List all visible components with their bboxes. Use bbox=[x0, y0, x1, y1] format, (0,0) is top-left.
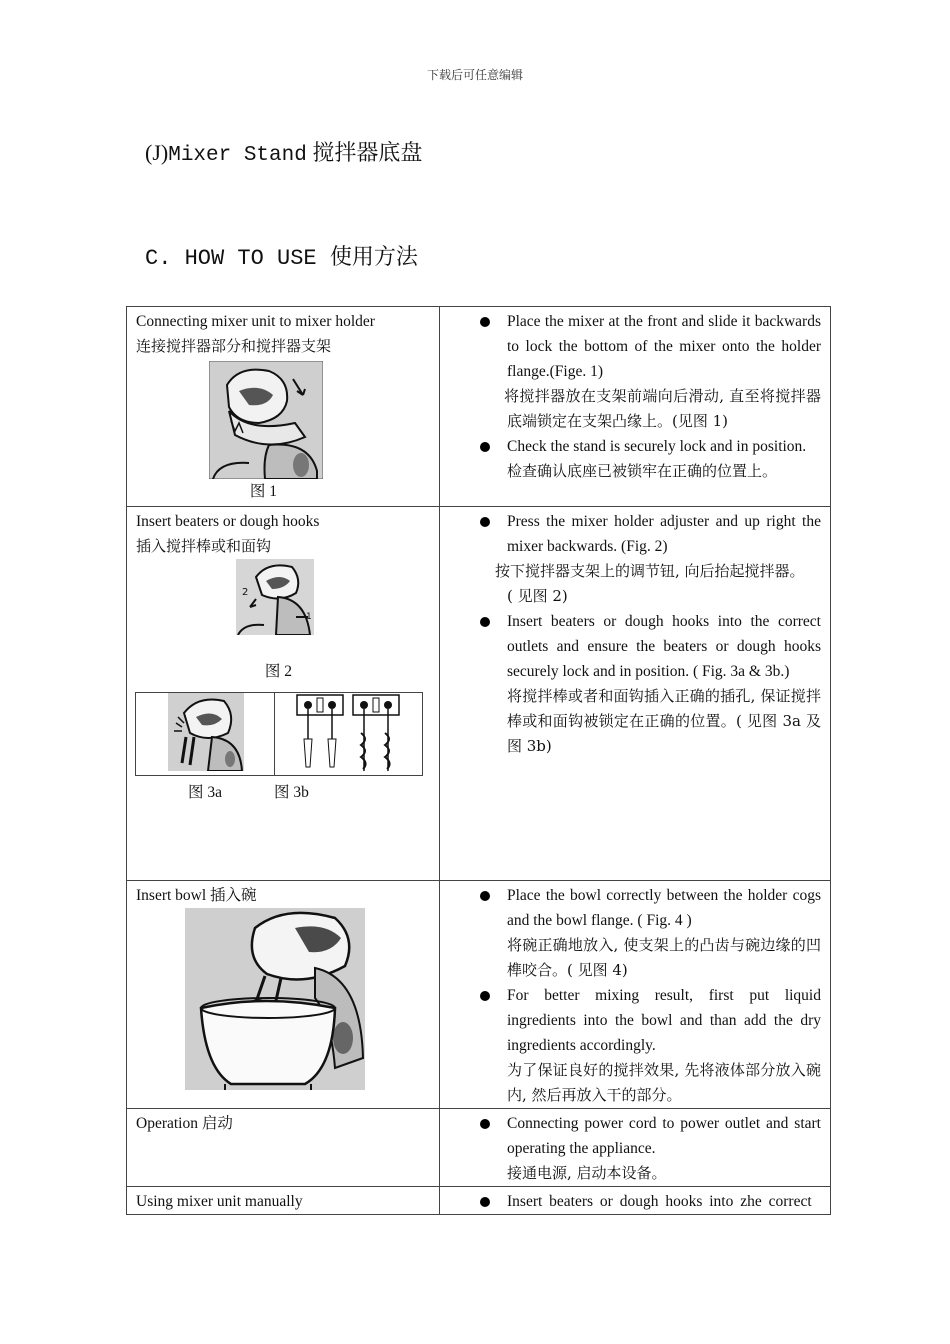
row4-bullet-1-cn: 接通电源, 启动本设备。 bbox=[507, 1164, 667, 1182]
row4-bullet-1: Connecting power cord to power outlet and start operating the appliance. bbox=[452, 1111, 821, 1161]
row3-bullet-2-cn: 为了保证良好的搅拌效果, 先将液体部分放入碗内, 然后再放入干的部分。 bbox=[507, 1061, 821, 1104]
section-j-cn: 搅拌器底盘 bbox=[312, 141, 423, 166]
row1-bullet-2-cn: 检查确认底座已被锁牢在正确的位置上。 bbox=[507, 462, 778, 480]
figure-2-image bbox=[236, 559, 314, 635]
row1-right bbox=[440, 307, 831, 507]
figure-3-frame bbox=[135, 692, 423, 776]
row3-title: Insert bowl 插入碗 bbox=[136, 887, 257, 904]
svg-text:1: 1 bbox=[306, 612, 312, 622]
row3-bullet-2: For better mixing result, first put liquid ingredients into the bowl and than add the dry ingredients accordingly. bbox=[452, 983, 821, 1058]
row1-bullet-2: Check the stand is securely lock and in position. bbox=[452, 434, 821, 459]
figure-3a-image bbox=[168, 693, 244, 771]
row4-right bbox=[440, 1109, 831, 1187]
instructions-table bbox=[126, 306, 831, 1215]
row2-bullet-2-cn: 将搅拌棒或者和面钩插入正确的插孔, 保证搅拌棒或和面钩被锁定在正确的位置。( 见图 3a 及图 3b) bbox=[507, 687, 821, 755]
row2-bullet-1: Press the mixer holder adjuster and up right the mixer backwards. (Fig. 2) bbox=[452, 509, 821, 559]
row3-bullet-1: Place the bowl correctly between the holder cogs and the bowl flange. ( Fig. 4 ) bbox=[452, 883, 821, 933]
section-j-heading bbox=[145, 136, 422, 167]
section-c-cn: 使用方法 bbox=[329, 245, 418, 270]
row1-title: Connecting mixer unit to mixer holder bbox=[136, 313, 375, 330]
figure-3b-cell bbox=[275, 693, 423, 776]
section-c-heading bbox=[145, 240, 418, 271]
table-row bbox=[127, 881, 831, 1109]
figure-1-image bbox=[209, 361, 323, 479]
section-c-title: C. HOW TO USE bbox=[145, 246, 317, 271]
row4-left bbox=[127, 1109, 440, 1187]
row2-bullet-2: Insert beaters or dough hooks into the correct outlets and ensure the beaters or dough hooks securely lock and in position. ( Fig. 3a & 3b.) bbox=[452, 609, 821, 684]
figure-3b-caption: 图 3b bbox=[274, 784, 309, 801]
row5-title: Using mixer unit manually bbox=[136, 1193, 303, 1210]
row5-right bbox=[440, 1187, 831, 1215]
table-row bbox=[127, 1187, 831, 1215]
row3-right bbox=[440, 881, 831, 1109]
row1-bullet-1: Place the mixer at the front and slide it backwards to lock the bottom of the mixer onto the holder flange.(Fige. 1) bbox=[452, 309, 821, 384]
row1-left bbox=[127, 307, 440, 507]
row3-left bbox=[127, 881, 440, 1109]
figure-4-image bbox=[185, 908, 365, 1090]
figure-3a-cell bbox=[136, 693, 275, 776]
section-j-title: Mixer Stand bbox=[168, 144, 307, 167]
row2-left bbox=[127, 507, 440, 881]
row5-bullet-1: Insert beaters or dough hooks into zhe correct bbox=[452, 1189, 821, 1214]
figure-2-caption: 图 2 bbox=[264, 663, 293, 680]
row5-left bbox=[127, 1187, 440, 1215]
row3-bullet-1-cn: 将碗正确地放入, 使支架上的凸齿与碗边缘的凹榫咬合。( 见图 4) bbox=[507, 936, 821, 979]
row2-right bbox=[440, 507, 831, 881]
row1-bullet-1-cn: 将搅拌器放在支架前端向后滑动, 直至将搅拌器底端锁定在支架凸缘上。(见图 1) bbox=[504, 387, 821, 430]
section-j-prefix: (J) bbox=[145, 140, 169, 165]
figure-3b-image bbox=[295, 693, 405, 773]
table-row bbox=[127, 507, 831, 881]
row2-bullet-1-cn2: ( 见图 2) bbox=[507, 587, 568, 605]
figure-3-captions bbox=[136, 780, 431, 805]
row4-title: Operation 启动 bbox=[136, 1115, 233, 1132]
row1-title-cn: 连接搅拌器部分和搅拌器支架 bbox=[136, 337, 332, 355]
table-row bbox=[127, 307, 831, 507]
svg-text:2: 2 bbox=[242, 587, 249, 598]
row2-title: Insert beaters or dough hooks bbox=[136, 513, 320, 530]
page-header: 下载后可任意编辑 bbox=[426, 68, 523, 82]
row2-bullet-1-cn: 按下搅拌器支架上的调节钮, 向后抬起搅拌器。 bbox=[495, 562, 805, 580]
table-row bbox=[127, 1109, 831, 1187]
figure-1-caption: 图 1 bbox=[249, 483, 278, 500]
row2-title-cn: 插入搅拌棒或和面钩 bbox=[136, 537, 272, 555]
figure-3a-caption: 图 3a bbox=[188, 784, 223, 801]
